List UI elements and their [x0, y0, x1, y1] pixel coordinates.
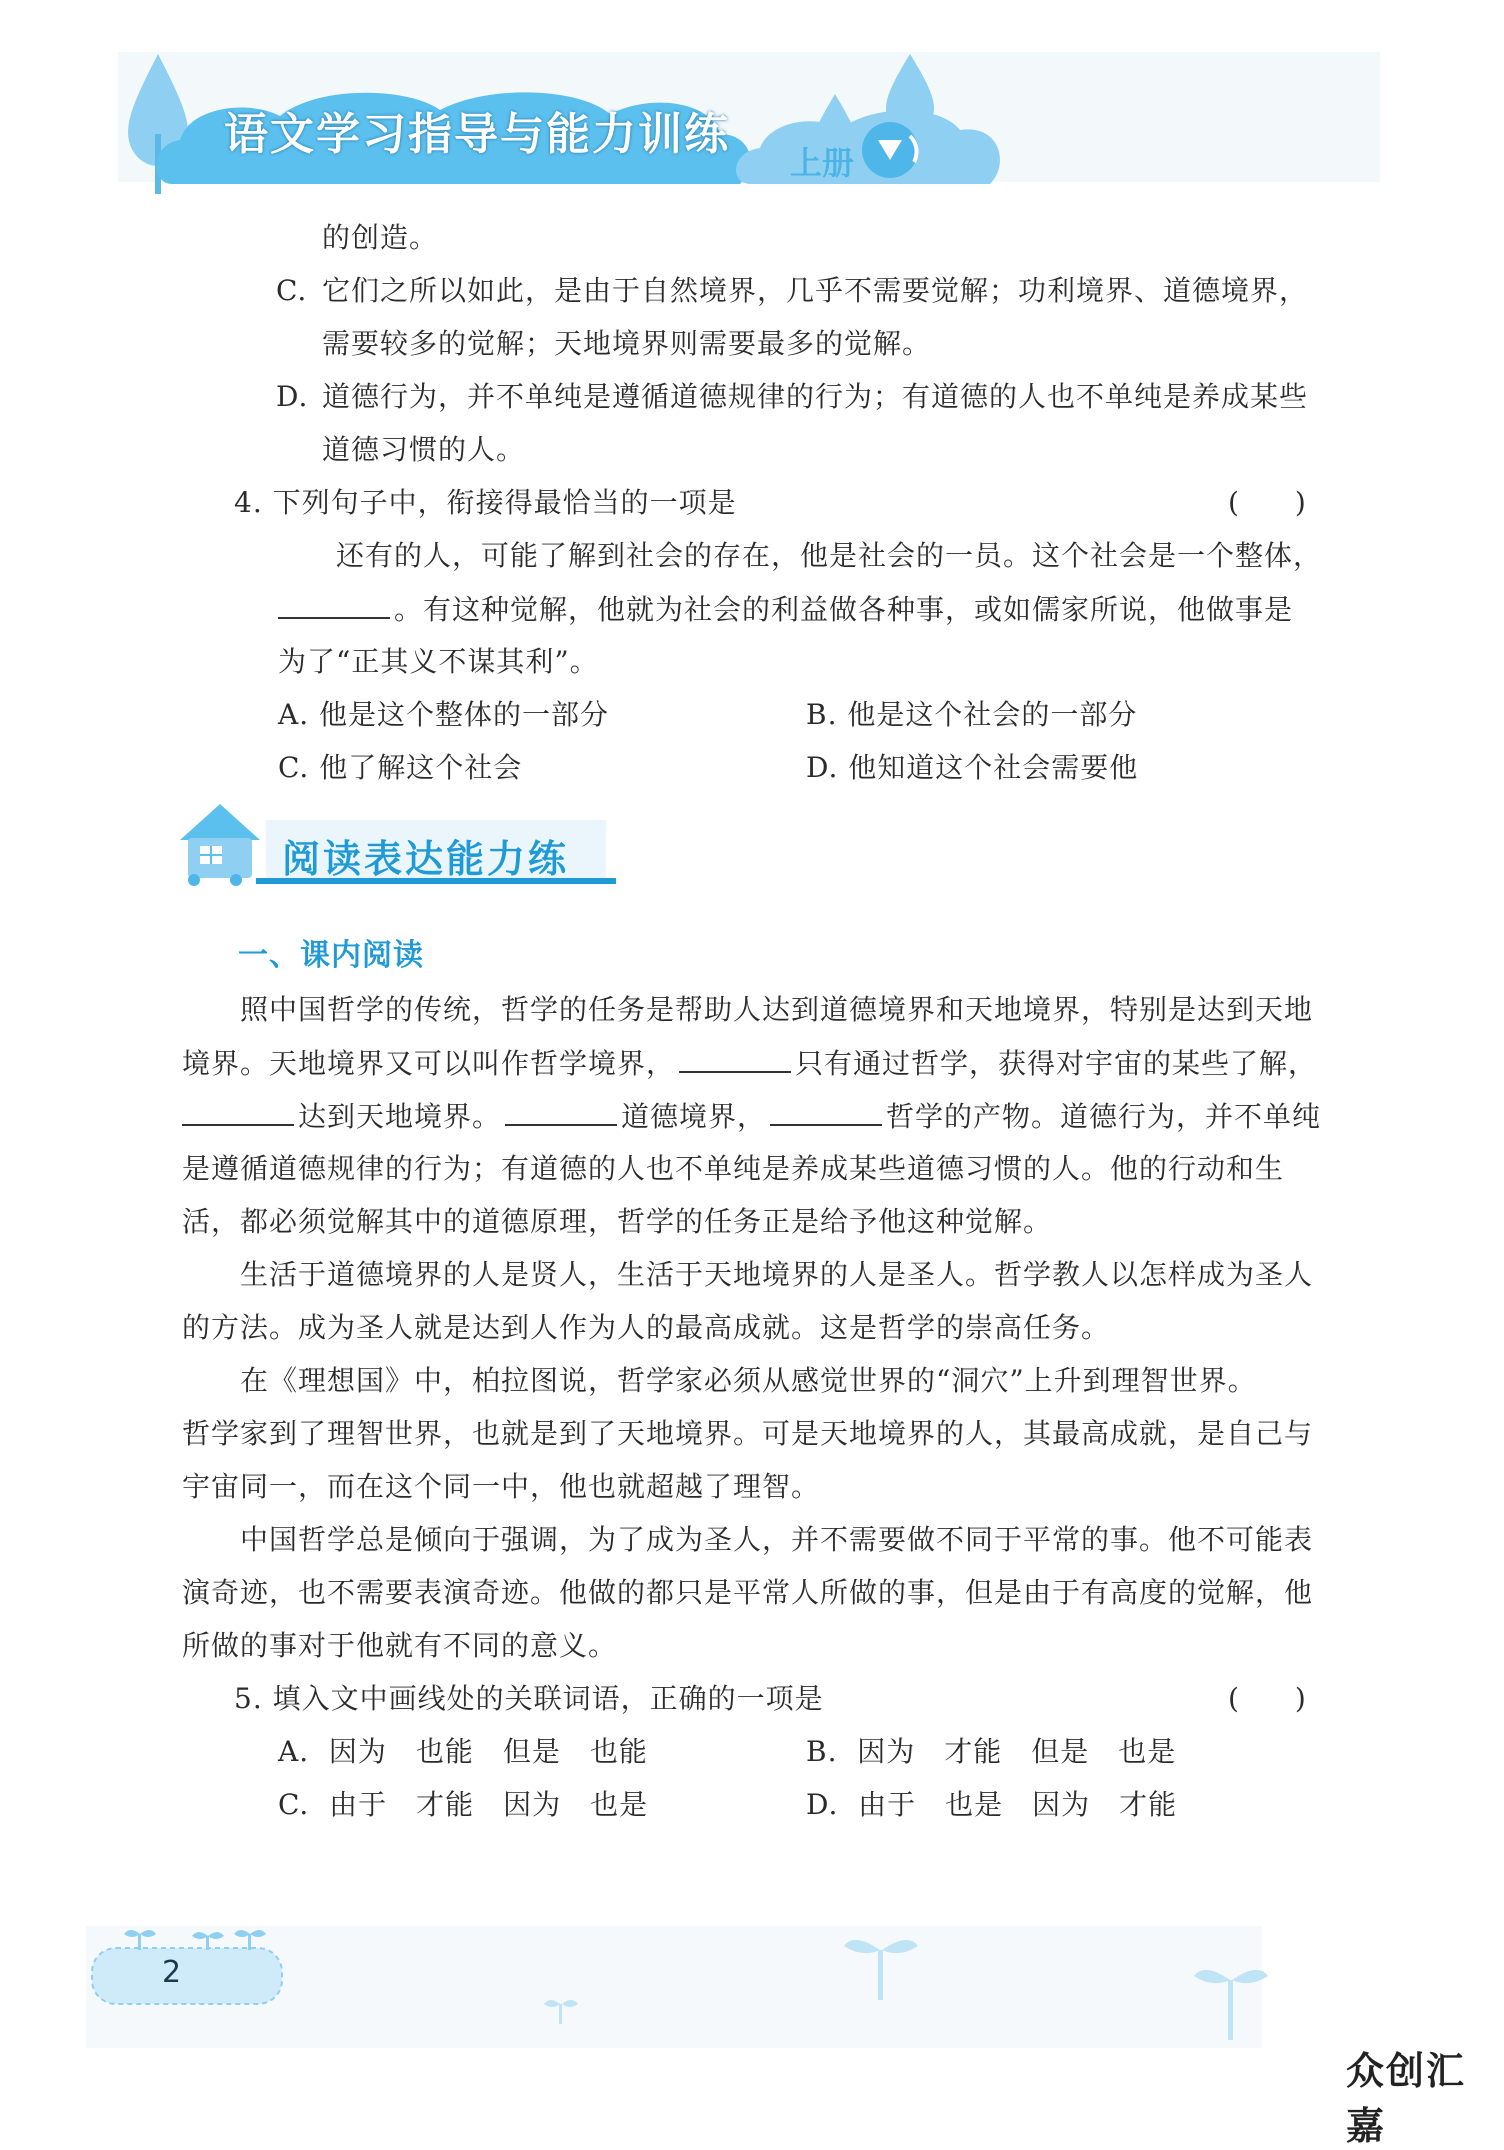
- fill-blank: [182, 1096, 294, 1126]
- house-icon: [180, 804, 260, 886]
- q3-option-d-line1: 道德行为，并不单纯是遵循道德规律的行为；有道德的人也不单纯是养成某些: [322, 380, 1309, 413]
- q5-answer-paren: ( ): [1228, 1682, 1306, 1715]
- passage-line: [182, 1096, 1321, 1137]
- q4-option-a: A. 他是这个整体的一部分: [278, 698, 610, 731]
- q4-option-b: B. 他是这个社会的一部分: [806, 698, 1138, 731]
- passage-line: 宇宙同一，而在这个同一中，他也就超越了理智。: [182, 1470, 821, 1503]
- passage-text: 哲学的产物。道德行为，并不单纯: [886, 1100, 1322, 1133]
- q5-option-a: A. 因为 也能 但是 也能: [278, 1735, 648, 1768]
- q5-option-b: B. 因为 才能 但是 也是: [806, 1735, 1177, 1768]
- q4-answer-paren: ( ): [1228, 486, 1306, 519]
- q3-option-d-label: D.: [276, 380, 309, 413]
- fill-blank: [278, 589, 390, 619]
- passage-text: 道德境界，: [621, 1100, 767, 1133]
- header-title: 语文学习指导与能力训练: [224, 109, 730, 160]
- q3-option-c-label: C.: [276, 274, 308, 307]
- passage-line: 演奇迹，也不需要表演奇迹。他做的都只是平常人所做的事，但是由于有高度的觉解，他: [182, 1576, 1314, 1609]
- passage-line: 的方法。成为圣人就是达到人作为人的最高成就。这是哲学的崇高任务。: [182, 1311, 1111, 1344]
- sprout-icon: [544, 2000, 578, 2024]
- q3-option-c-line2: 需要较多的觉解；天地境界则需要最多的觉解。: [322, 327, 932, 360]
- q4-passage-line2: [278, 589, 1293, 630]
- passage-line: [182, 1043, 1317, 1084]
- header-volume: 上册: [790, 144, 855, 182]
- q3-option-c-line1: 它们之所以如此，是由于自然境界，几乎不需要觉解；功利境界、道德境界，: [322, 274, 1309, 307]
- passage-line: 照中国哲学的传统，哲学的任务是帮助人达到道德境界和天地境界，特别是达到天地: [240, 993, 1314, 1026]
- subsection-title: 一、课内阅读: [238, 938, 424, 973]
- footer-decoration: [80, 1920, 1280, 2060]
- page-number: 2: [162, 1955, 182, 1990]
- sprout-icon: [234, 1930, 266, 1950]
- sprout-icon: [844, 1940, 918, 2000]
- section-title: 阅读表达能力练: [282, 837, 570, 881]
- sprout-icon: [1194, 1970, 1268, 2040]
- passage-line: 中国哲学总是倾向于强调，为了成为圣人，并不需要做不同于平常的事。他不可能表: [240, 1523, 1314, 1556]
- fill-blank: [679, 1043, 791, 1073]
- page-number-tag: [92, 1948, 282, 2004]
- q3-option-d-line2: 道德习惯的人。: [322, 433, 526, 466]
- passage-line: 在《理想国》中，柏拉图说，哲学家必须从感觉世界的“洞穴”上升到理智世界。: [240, 1364, 1257, 1397]
- passage-line: 是遵循道德规律的行为；有道德的人也不单纯是养成某些道德习惯的人。他的行动和生: [182, 1152, 1285, 1185]
- fill-blank: [505, 1096, 617, 1126]
- passage-text: 只有通过哲学，获得对宇宙的某些了解，: [795, 1047, 1318, 1080]
- passage-line: 哲学家到了理智世界，也就是到了天地境界。可是天地境界的人，其最高成就，是自己与: [182, 1417, 1314, 1450]
- q4-option-d: D. 他知道这个社会需要他: [806, 751, 1139, 784]
- passage-line: 生活于道德境界的人是贤人，生活于天地境界的人是圣人。哲学教人以怎样成为圣人: [240, 1258, 1314, 1291]
- fill-blank: [770, 1096, 882, 1126]
- q4-passage-line3: 为了“正其义不谋其利”。: [278, 645, 599, 678]
- q3-option-b-line2: 的创造。: [322, 221, 439, 254]
- passage-text: 境界。天地境界又可以叫作哲学境界，: [182, 1047, 676, 1080]
- q4-passage-line2-text: 。有这种觉解，他就为社会的利益做各种事，或如儒家所说，他做事是: [394, 593, 1294, 626]
- passage-text: 达到天地境界。: [298, 1100, 502, 1133]
- q5-option-d: D. 由于 也是 因为 才能: [806, 1788, 1178, 1821]
- watermark: 众创汇嘉: [1346, 2049, 1467, 2148]
- q4-stem: 4. 下列句子中，衔接得最恰当的一项是: [234, 486, 737, 519]
- q5-option-c: C. 由于 才能 因为 也是: [278, 1788, 649, 1821]
- q5-stem: 5. 填入文中画线处的关联词语，正确的一项是: [234, 1682, 824, 1715]
- q4-passage-line1: 还有的人，可能了解到社会的存在，他是社会的一员。这个社会是一个整体，: [336, 539, 1323, 572]
- q4-option-c: C. 他了解这个社会: [278, 751, 523, 784]
- passage-line: 活，都必须觉解其中的道德原理，哲学的任务正是给予他这种觉解。: [182, 1205, 1053, 1238]
- passage-line: 所做的事对于他就有不同的意义。: [182, 1629, 618, 1662]
